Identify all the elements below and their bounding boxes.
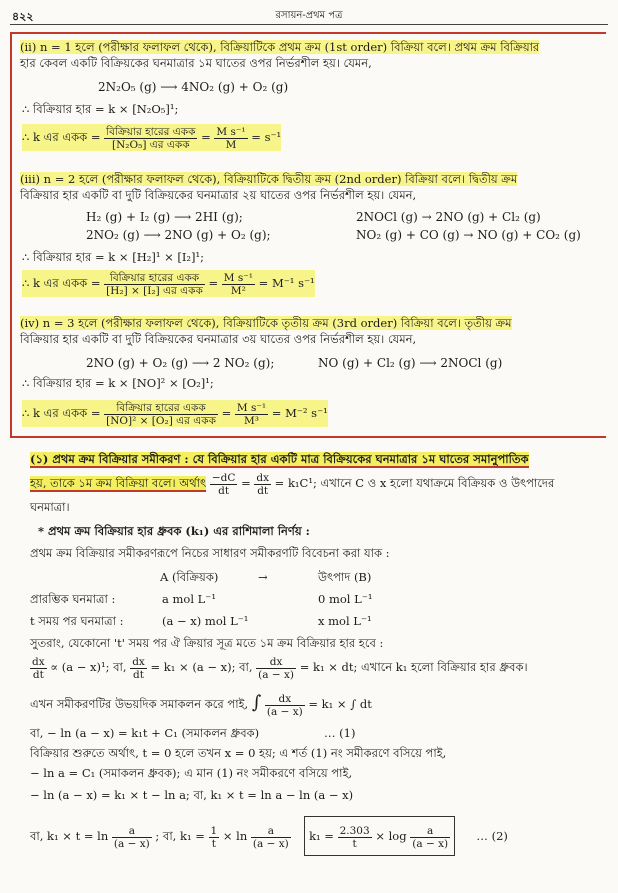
- t-conc-b: x mol L⁻¹: [318, 614, 372, 628]
- second-order-eq-d: NO₂ (g) + CO (g) → NO (g) + CO₂ (g): [356, 228, 581, 242]
- first-order-unit: ∴ k এর একক = $\frac{\text{বিক্রিয়ার হারের একক}}{\text{[N₂O₅] এর একক}}$ = $\frac{\text{M s⁻¹}}{M}$ = s⁻¹: [22, 125, 282, 151]
- third-order-para-2: বিক্রিয়ার হার একটি বা দুটি বিক্রিয়কের ঘনমাত্রার ৩য় ঘাতের ওপর নির্ভরশীল হয়। যেমন,: [20, 332, 417, 346]
- equation-number-1: … (1): [324, 726, 356, 740]
- first-order-para-2: হার কেবল একটি বিক্রিয়কের ঘনমাত্রার ১ম ঘাতের ওপর নির্ভরশীল হয়। যেমন,: [20, 56, 372, 70]
- intro-line: প্রথম ক্রম বিক্রিয়ার সমীকরণরূপে নিচের সাধারণ সমীকরণটি বিবেচনা করা যাক :: [30, 546, 390, 560]
- first-order-para: (ii) n = 1 হলে (পরীক্ষার ফলাফল থেকে), বিক্রিয়াটিকে প্রথম ক্রম (1st order) বিক্রিয়া বলে। প্রথম ক্রম বিক্রিয়ার: [20, 40, 540, 54]
- unit-fraction: $\frac{\text{বিক্রিয়ার হারের একক}}{\text{[N₂O₅] এর একক}}$: [106, 125, 196, 151]
- derivation-line-5: − ln a = C₁ (সমাকলন ধ্রুবক); এ মান (1) নং সমীকরণে বসিয়ে পাই,: [30, 766, 353, 780]
- initial-conc-a: a mol L⁻¹: [162, 592, 216, 606]
- final-formula-box: k₁ = $\frac{2.303}{t}$ × log $\frac{a}{(a - x)}$: [304, 816, 455, 856]
- first-order-example: 2N₂O₅ (g) ⟶ 4NO₂ (g) + O₂ (g): [98, 80, 289, 94]
- derivation-line-3: বা, − ln (a − x) = k₁t + C₁ (সমাকলন ধ্রুবক): [30, 726, 260, 740]
- initial-conc-label: প্রারম্ভিক ঘনমাত্রা :: [30, 592, 116, 606]
- t-conc-label: t সময় পর ঘনমাত্রা :: [30, 614, 124, 628]
- second-order-rate: ∴ বিক্রিয়ার হার = k × [H₂]¹ × [I₂]¹;: [22, 250, 205, 264]
- third-order-eq-a: 2NO (g) + O₂ (g) ⟶ 2 NO₂ (g);: [86, 356, 275, 370]
- initial-conc-b: 0 mol L⁻¹: [318, 592, 373, 606]
- reactant-label: A (বিক্রিয়ক): [160, 570, 219, 584]
- section-definition: হয়, তাকে ১ম ক্রম বিক্রিয়া বলে। অর্থাৎ $\frac{-dC}{dt}$ = $\frac{dx}{dt}$ = k₁C¹; এখানে C ও x হলো যথাক্রমে বিক্রিয়ক ও উৎপাদের: [30, 471, 555, 497]
- second-order-eq-b: 2NOCl (g) → 2NO (g) + Cl₂ (g): [356, 210, 541, 224]
- third-order-para: (iv) n = 3 হলে (পরীক্ষার ফলাফল থেকে), বিক্রিয়াটিকে তৃতীয় ক্রম (3rd order) বিক্রিয়া বলে। তৃতীয় ক্রম: [20, 316, 512, 330]
- unit-result: = s⁻¹: [251, 130, 282, 144]
- second-order-para: (iii) n = 2 হলে (পরীক্ষার ফলাফল থেকে), বিক্রিয়াটিকে দ্বিতীয় ক্রম (2nd order) বিক্রিয়া বলে। দ্বিতীয় ক্রম: [20, 172, 518, 186]
- reaction-arrow: →: [258, 570, 268, 584]
- derivation-line-2: এখন সমীকরণটির উভয়দিক সমাকলন করে পাই, ∫ $\frac{dx}{(a - x)}$ = k₁ × ∫ dt: [30, 692, 372, 718]
- second-order-eq-a: H₂ (g) + I₂ (g) ⟶ 2HI (g);: [86, 210, 243, 224]
- third-order-eq-b: NO (g) + Cl₂ (g) ⟶ 2NOCl (g): [318, 356, 503, 370]
- derivation-line-6: − ln (a − x) = k₁ × t − ln a; বা, k₁ × t = ln a − ln (a − x): [30, 788, 354, 802]
- unit-fraction-2: $\frac{\text{M s⁻¹}}{M}$: [216, 125, 246, 151]
- running-title: রসায়ন-প্রথম পত্র: [275, 10, 343, 21]
- derivation-line-7: বা, k₁ × t = ln $\frac{a}{(a - x)}$ ; বা, k₁ = $\frac{1}{t}$ × ln $\frac{a}{(a - x)}$ k₁ = $\frac{2.303}{t}$ × log $\frac{a}{(a - x)}$ … (2): [30, 816, 508, 856]
- header-rule: [10, 24, 608, 25]
- section-definition-end: ঘনমাত্রা।: [30, 500, 70, 514]
- rate-law-line: সুতরাং, যেকোনো 't' সময় পর ঐ ক্রিয়ার সূত্র মতে ১ম ক্রম বিক্রিয়ার হার হবে :: [30, 636, 384, 650]
- unit-label: ∴ k এর একক =: [22, 130, 101, 144]
- page-header: [8, 6, 610, 24]
- t-conc-a: (a − x) mol L⁻¹: [162, 614, 249, 628]
- derivation-line-4: বিক্রিয়ার শুরুতে অর্থাৎ, t = 0 হলে তখন x = 0 হয়; এ শর্ত (1) নং সমীকরণে বসিয়ে পাই,: [30, 746, 447, 760]
- first-order-rate: ∴ বিক্রিয়ার হার = k × [N₂O₅]¹;: [22, 102, 179, 116]
- equation-number-2: … (2): [476, 829, 508, 843]
- second-order-unit: ∴ k এর একক = $\frac{\text{বিক্রিয়ার হারের একক}}{\text{[H₂] × [I₂] এর একক}}$ = $\frac{\text{M s⁻¹}}{\text{M²}}$ = M⁻¹ s⁻¹: [22, 271, 315, 297]
- page-number: ৪২২: [12, 10, 34, 23]
- subheading: * প্রথম ক্রম বিক্রিয়ার হার ধ্রুবক (k₁) এর রাশিমালা নির্ণয় :: [38, 524, 310, 538]
- product-label: উৎপাদ (B): [318, 570, 372, 584]
- third-order-rate: ∴ বিক্রিয়ার হার = k × [NO]² × [O₂]¹;: [22, 376, 214, 390]
- derivation-line-1: $\frac{dx}{dt}$ ∝ (a − x)¹; বা, $\frac{dx}{dt}$ = k₁ × (a − x); বা, $\frac{dx}{(a - x)}$ = k₁ × dt; এখানে k₁ হলো বিক্রিয়ার হার ধ্রুবক।: [32, 655, 528, 681]
- second-order-eq-c: 2NO₂ (g) ⟶ 2NO (g) + O₂ (g);: [86, 228, 271, 242]
- section-heading: (১) প্রথম ক্রম বিক্রিয়ার সমীকরণ : যে বিক্রিয়ার হার একটি মাত্র বিক্রিয়কের ঘনমাত্রার ১ম ঘাতের সমানুপাতিক: [30, 452, 529, 466]
- third-order-unit: ∴ k এর একক = $\frac{\text{বিক্রিয়ার হারের একক}}{\text{[NO]² × [O₂] এর একক}}$ = $\frac{\text{M s⁻¹}}{\text{M³}}$ = M⁻² s⁻¹: [22, 401, 328, 427]
- second-order-para-2: বিক্রিয়ার হার একটি বা দুটি বিক্রিয়কের ঘনমাত্রার ২য় ঘাতের ওপর নির্ভরশীল হয়। যেমন,: [20, 188, 417, 202]
